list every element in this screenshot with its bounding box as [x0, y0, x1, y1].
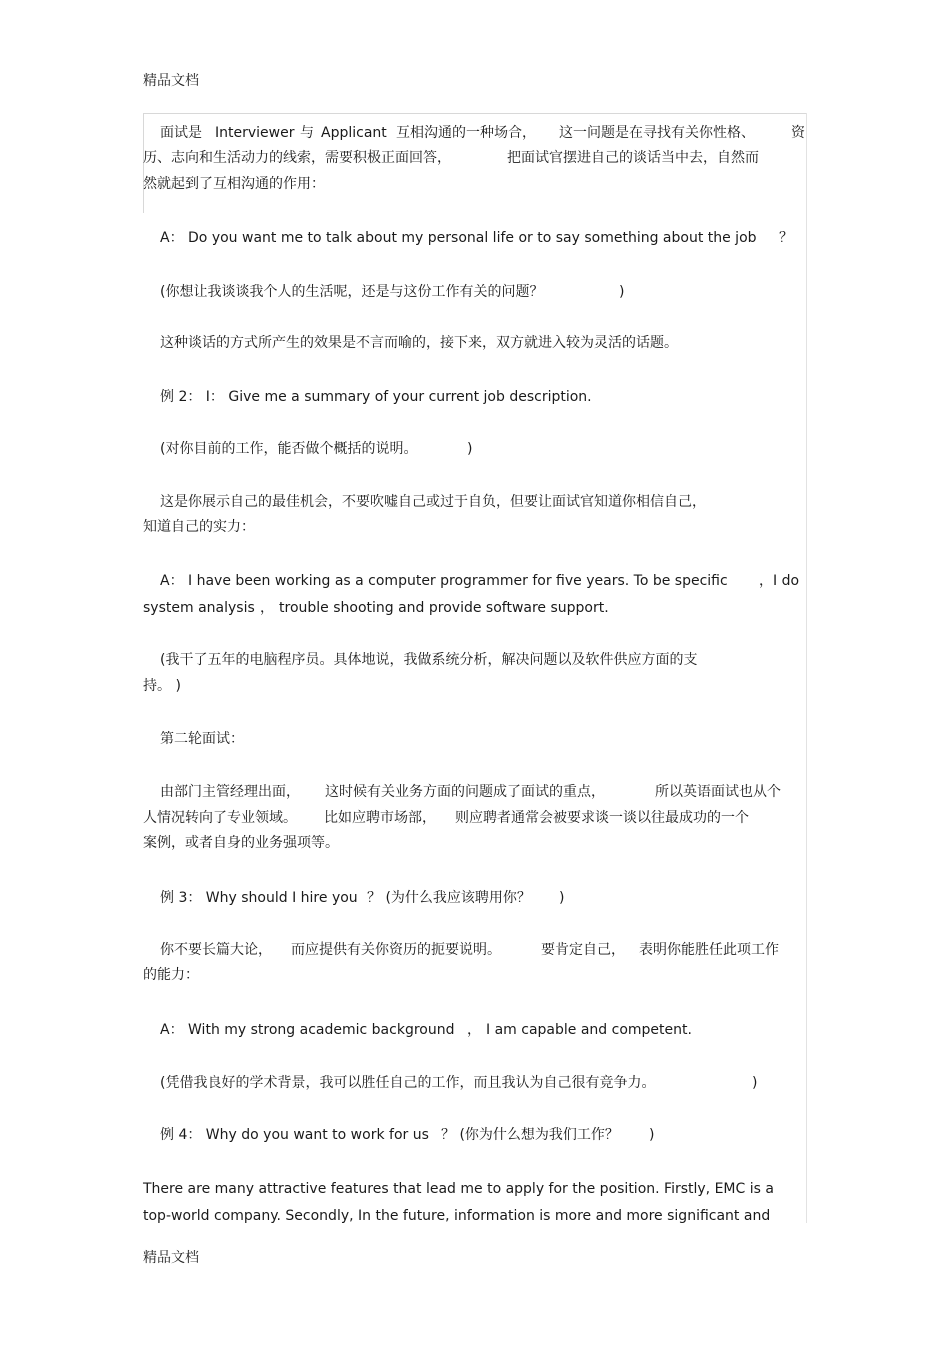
text-segment: ) [467, 441, 473, 457]
answer-text: There are many attractive features that lead me to apply for the position. Firstly, EMC is a [143, 1181, 774, 1197]
text-segment: ， [260, 600, 274, 616]
text-segment: 则应聘者通常会被要求谈一谈以往最成功的一个 [455, 810, 749, 826]
text-segment: 表明你能胜任此项工作 [639, 942, 779, 958]
translation-line: 持。 ) [143, 678, 181, 694]
text-segment: 这一问题是在寻找有关你性格、 [559, 125, 755, 141]
section-heading: 第二轮面试： [160, 731, 244, 747]
text-segment: ？ (为什么我应该聘用你？ [367, 890, 531, 906]
text-segment: 所以英语面试也从个 [655, 784, 781, 800]
text-segment: 把面试官摆进自己的谈话当中去，自然而 [507, 150, 759, 166]
text-segment: system analysis [143, 600, 255, 616]
text-segment: 这时候有关业务方面的问题成了面试的重点， [325, 784, 605, 800]
text-segment: ？ [779, 230, 793, 246]
text-segment: ) [559, 890, 565, 906]
text-segment: 面试是 [160, 125, 202, 141]
text-segment: ) [752, 1075, 758, 1091]
text-segment: ？ (你为什么想为我们工作？ [441, 1127, 619, 1143]
answer-line: A： With my strong academic background [160, 1022, 455, 1038]
page-header: 精品文档 [143, 73, 199, 89]
frame-border-top [143, 113, 806, 114]
text-segment: 你不要长篇大论， [160, 942, 272, 958]
text-segment: ， [467, 1022, 481, 1038]
example-line: 例 3： Why should I hire you [160, 890, 358, 906]
translation-line: (我干了五年的电脑程序员。具体地说，我做系统分析，解决问题以及软件供应方面的支 [160, 652, 698, 668]
example-line: 例 4： Why do you want to work for us [160, 1127, 429, 1143]
text-segment: 由部门主管经理出面， [160, 784, 300, 800]
text-segment: ，I do [759, 573, 800, 589]
text-segment: trouble shooting and provide software support. [279, 600, 609, 616]
example-line: 例 2： I： Give me a summary of your current job description. [160, 389, 592, 405]
translation-line: (对你目前的工作，能否做个概括的说明。 [160, 441, 418, 457]
text-segment: 案例，或者自身的业务强项等。 [143, 835, 339, 851]
text-segment: ) [619, 284, 625, 300]
text-segment: 然就起到了互相沟通的作用： [143, 176, 325, 192]
text-segment: 而应提供有关你资历的扼要说明。 [291, 942, 501, 958]
text-segment: 资 [791, 125, 805, 141]
paragraph-text: 这是你展示自己的最佳机会，不要吹嘘自己或过于自负，但要让面试官知道你相信自己， [160, 494, 706, 510]
text-segment: 互相沟通的一种场合， [396, 125, 536, 141]
text-segment: 比如应聘市场部， [324, 810, 436, 826]
text-segment: 历、志向和生活动力的线索，需要积极正面回答， [143, 150, 451, 166]
paragraph-text: 这种谈话的方式所产生的效果是不言而喻的，接下来，双方就进入较为灵活的话题。 [160, 335, 678, 351]
text-segment: 的能力： [143, 967, 199, 983]
translation-line: (你想让我谈谈我个人的生活呢，还是与这份工作有关的问题？ [160, 284, 544, 300]
text-segment: 与 [300, 125, 314, 141]
text-segment: Interviewer [215, 125, 295, 141]
text-segment: I am capable and competent. [486, 1022, 692, 1038]
text-segment: 人情况转向了专业领域。 [143, 810, 297, 826]
paragraph-text: 知道自己的实力： [143, 519, 255, 535]
answer-line: A： Do you want me to talk about my personal life or to say something about the job [160, 230, 757, 246]
text-segment: ) [649, 1127, 655, 1143]
text-segment: Applicant [321, 125, 387, 141]
text-segment: 要肯定自己， [541, 942, 625, 958]
page-footer: 精品文档 [143, 1250, 199, 1266]
translation-line: (凭借我良好的学术背景，我可以胜任自己的工作，而且我认为自己很有竞争力。 [160, 1075, 656, 1091]
answer-text: top-world company. Secondly, In the future, information is more and more significant and [143, 1208, 771, 1224]
answer-line: A： I have been working as a computer programmer for five years. To be specific [160, 573, 728, 589]
frame-border-right [806, 113, 807, 1223]
